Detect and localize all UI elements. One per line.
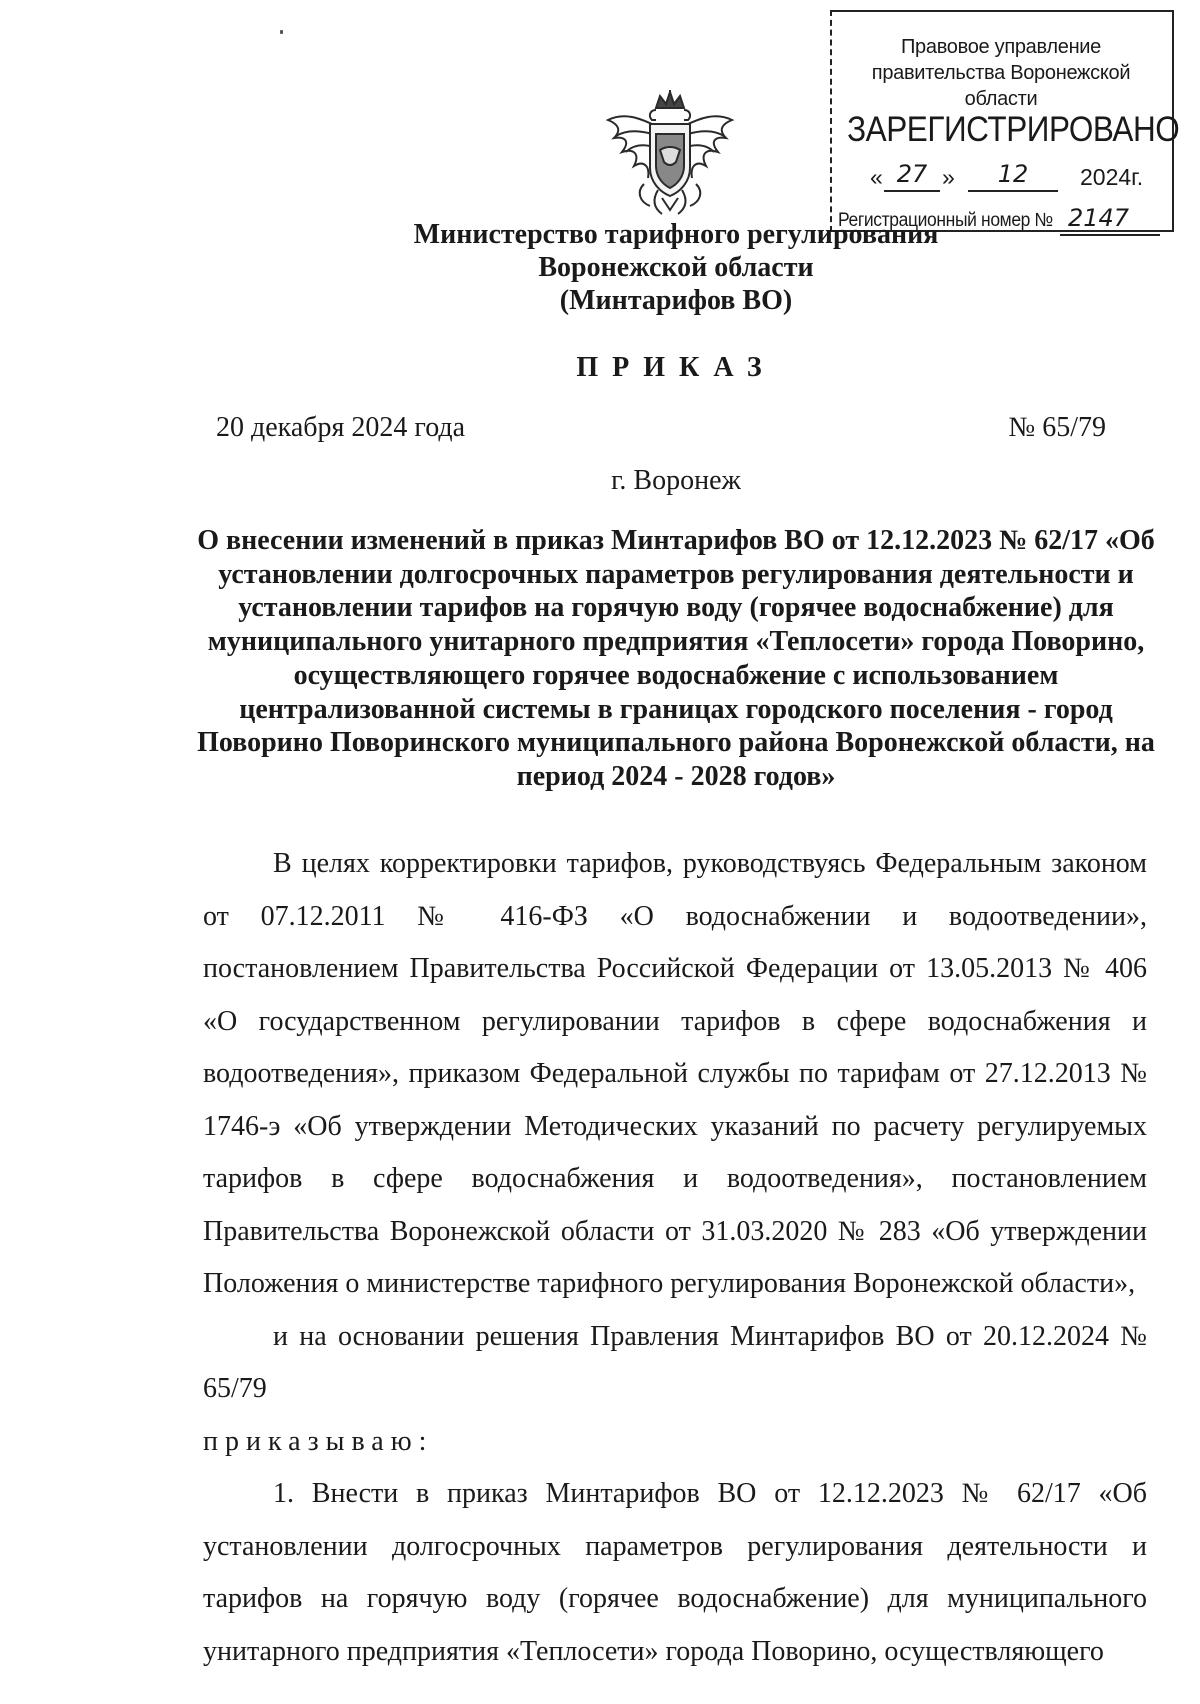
stamp-month-underline: [968, 190, 1058, 192]
stamp-reg-number: 2147: [1068, 204, 1130, 232]
stamp-status: ЗАРЕГИСТРИРОВАНО: [847, 110, 1180, 149]
preamble-paragraph: В целях корректировки тарифов, руководствуясь Федеральным законом от 07.12.2011 № 416-ФЗ «О водоснабжении и водоотведении», постановлением Правительства Российской Федерации от 13.05.2013 № 406 «О государственном регулировании тарифов в сфере водоснабжения и водоотведения», приказом Федеральной службы по тарифам от 27.12.2013 № 1746-э «Об утверждении Методических указаний по расчету регулируемых тарифов в сфере водоснабжения и водоотведения», постановлением Правительства Воронежской области от 31.03.2020 № 283 «Об утверждении Положения о министерстве тарифного регулирования Воронежской области»,: [203, 848, 1147, 1299]
stamp-year: 2024г.: [1080, 164, 1144, 190]
item-1-paragraph: 1. Внести в приказ Минтарифов ВО от 12.12.2023 № 62/17 «Об установлении долгосрочных параметров регулирования деятельности и тарифов на горячую воду (горячее водоснабжение) для муниципального унитарного предприятия «Теплосети» города Поворино, осуществляющего: [203, 1478, 1147, 1667]
document-body: [203, 838, 1147, 1678]
stamp-close-quote: »: [942, 164, 955, 190]
order-word: приказываю:: [203, 1425, 434, 1457]
stamp-day: 27: [896, 160, 928, 188]
ministry-line-1: Министерство тарифного регулирования: [413, 219, 939, 250]
stamp-month: 12: [997, 160, 1029, 188]
stamp-organization: Правовое управление правительства Воронежской области: [871, 36, 1131, 110]
document-type: ПРИКАЗ: [576, 352, 776, 383]
stamp-open-quote: «: [870, 164, 883, 190]
ministry-line-2: Воронежской области: [538, 252, 814, 283]
scan-speck: [280, 30, 283, 34]
registration-stamp: [830, 10, 1180, 232]
document-city: г. Воронеж: [611, 465, 741, 496]
ministry-name: [0, 218, 1200, 317]
document-number: № 65/79: [1008, 412, 1106, 443]
stamp-reg-label: Регистрационный номер №: [838, 210, 1053, 231]
basis-paragraph: и на основании решения Правления Минтарифов ВО от 20.12.2024 № 65/79: [203, 1320, 1147, 1404]
coat-of-arms-icon: [600, 90, 740, 218]
document-date: 20 декабря 2024 года: [216, 412, 466, 443]
ministry-line-3: (Минтарифов ВО): [559, 285, 793, 316]
stamp-day-underline: [884, 190, 940, 192]
document-title: О внесении изменений в приказ Минтарифов ВО от 12.12.2023 № 62/17 «Об установлении долгосрочных параметров регулирования деятельности и установлении тарифов на горячую воду (горячее водоснабжение) для муниципального унитарного предприятия «Теплосети» города Поворино, осуществляющего горячее водоснабжение с использованием централизованной системы в границах городского поселения - город Поворино Поворинского муниципального района Воронежской области, на период 2024 - 2028 годов»: [197, 525, 1155, 792]
stamp-date: [870, 160, 1170, 196]
